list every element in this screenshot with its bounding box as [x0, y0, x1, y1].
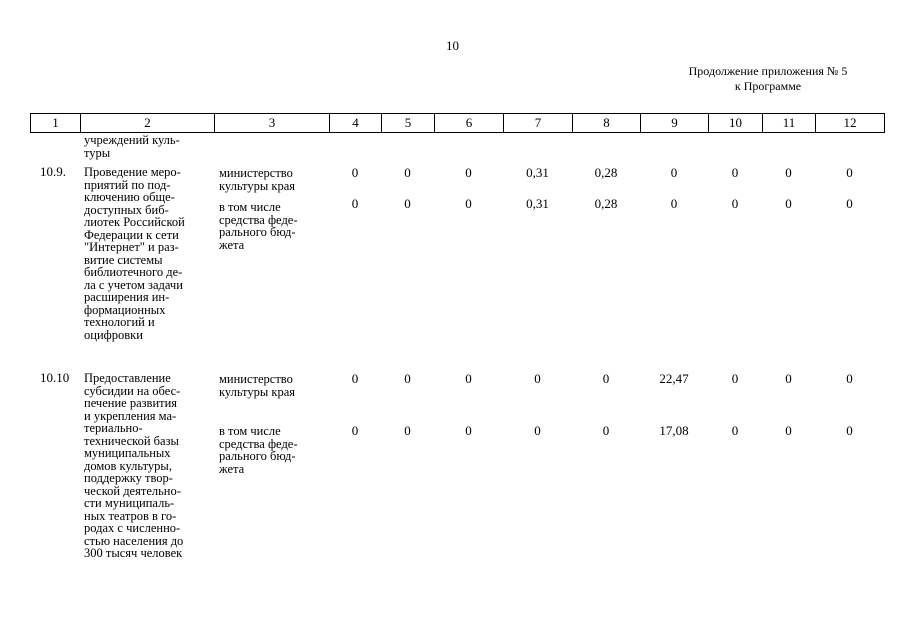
table-header-row: [30, 113, 885, 133]
activity-name: Предоставление субсидии на обес- печение развития и укрепления ма- териально- технической базы муниципальных домов культуры, поддержку твор- ческой деятельно- сти муниципаль- ных театров в го- родах с численно- стью населения до 300 тысяч человек: [84, 371, 184, 560]
header-col-10: 10: [709, 114, 763, 132]
funding-source-federal: в том числе средства феде- рального бюд- жета: [219, 424, 298, 476]
row-2-ministry-value-col-10: 0: [731, 371, 739, 386]
row-2-ministry-value-col-4: 0: [351, 371, 359, 386]
continued-activity-name: учреждений куль- туры: [84, 133, 180, 160]
row-1-federal-value-col-12: 0: [846, 196, 853, 211]
row-number: 10.9.: [40, 164, 66, 179]
header-col-4: 4: [330, 114, 382, 132]
activity-name: Проведение меро- приятий по под- ключению обще- доступных биб- лиотек Российской Федерации к сети "Интернет" и раз- витие системы библиотечного де- ла с учетом задачи расширения ин- формационных технологий и оцифровки: [84, 165, 185, 342]
row-1-ministry-value-col-6: 0: [465, 165, 472, 180]
header-col-5: 5: [382, 114, 435, 132]
funding-source-federal: в том числе средства феде- рального бюд- жета: [219, 200, 298, 252]
row-2-federal-value-col-11: 0: [785, 423, 792, 438]
row-number: 10.10: [40, 370, 70, 385]
row-2-ministry-value-col-8: 0: [602, 371, 610, 386]
row-2-federal-value-col-10: 0: [731, 423, 739, 438]
page-number: 10: [446, 38, 459, 53]
appendix-line-2: к Программе: [734, 79, 802, 93]
row-2-ministry-value-col-11: 0: [785, 371, 792, 386]
row-2-ministry-value-col-7: 0: [534, 371, 541, 386]
row-2-federal-value-col-9: 17,08: [659, 423, 689, 438]
row-1-federal-value-col-10: 0: [731, 196, 739, 211]
header-col-9: 9: [641, 114, 709, 132]
row-2-federal-value-col-5: 0: [404, 423, 411, 438]
row-1-federal-value-col-6: 0: [465, 196, 472, 211]
row-2-ministry-value-col-12: 0: [846, 371, 853, 386]
row-2-federal-value-col-8: 0: [602, 423, 610, 438]
row-1-federal-value-col-8: 0,28: [594, 196, 618, 211]
row-1-ministry-value-col-8: 0,28: [594, 165, 618, 180]
row-1-federal-value-col-7: 0,31: [526, 196, 549, 211]
row-1-federal-value-col-9: 0: [670, 196, 678, 211]
header-col-7: 7: [504, 114, 573, 132]
appendix-caption: [668, 64, 868, 94]
funding-source-ministry: министерство культуры края: [219, 166, 296, 193]
row-2-ministry-value-col-9: 22,47: [659, 371, 689, 386]
row-2-federal-value-col-7: 0: [534, 423, 541, 438]
row-2-ministry-value-col-5: 0: [404, 371, 411, 386]
row-1-ministry-value-col-5: 0: [404, 165, 411, 180]
row-2-ministry-value-col-6: 0: [465, 371, 472, 386]
header-col-3: 3: [215, 114, 330, 132]
row-1-federal-value-col-11: 0: [785, 196, 792, 211]
header-col-12: 12: [816, 114, 885, 132]
header-col-2: 2: [81, 114, 215, 132]
row-1-ministry-value-col-11: 0: [785, 165, 792, 180]
header-col-8: 8: [573, 114, 641, 132]
appendix-line-1: Продолжение приложения № 5: [688, 64, 848, 78]
row-2-federal-value-col-4: 0: [351, 423, 359, 438]
row-1-ministry-value-col-4: 0: [351, 165, 359, 180]
row-1-ministry-value-col-12: 0: [846, 165, 853, 180]
row-1-ministry-value-col-10: 0: [731, 165, 739, 180]
row-1-ministry-value-col-7: 0,31: [526, 165, 549, 180]
funding-source-ministry: министерство культуры края: [219, 372, 296, 399]
row-2-federal-value-col-6: 0: [465, 423, 472, 438]
row-1-federal-value-col-4: 0: [351, 196, 359, 211]
row-1-ministry-value-col-9: 0: [670, 165, 678, 180]
header-col-11: 11: [763, 114, 816, 132]
header-col-6: 6: [435, 114, 504, 132]
row-1-federal-value-col-5: 0: [404, 196, 411, 211]
row-2-federal-value-col-12: 0: [846, 423, 853, 438]
header-col-1: 1: [31, 114, 81, 132]
